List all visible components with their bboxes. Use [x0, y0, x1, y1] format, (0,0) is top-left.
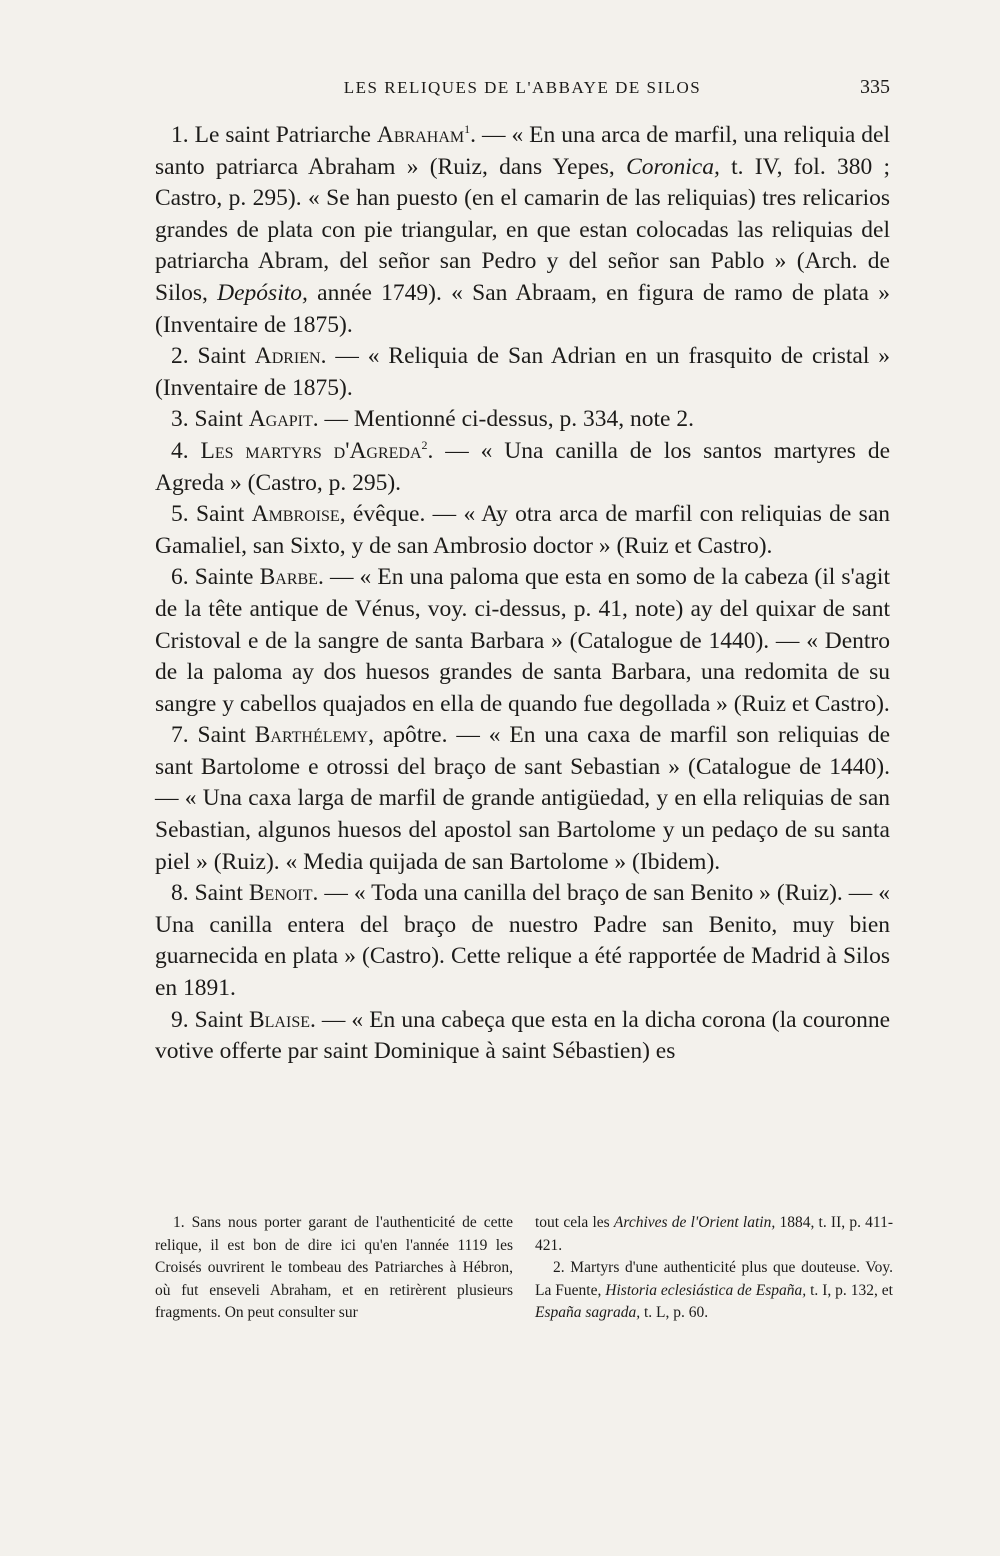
- footnote-title-italic: Archives de l'Orient latin,: [613, 1214, 776, 1231]
- entry-text: , apôtre. — « En una caxa de marfil son reliquias de sant Bartolome e otrossi del braço de sant Sebastian » (Catalogue de 1440). — « Una caxa larga de marfil de grande antigüedad, y en ella reliquias de san Sebastian, algunos huesos del apostol san Bartolome y un pedaço de su santa piel » (Ruiz). « Media quijada de san Bartolome » (Ibidem).: [155, 722, 891, 875]
- entry-number: 2. Saint: [171, 343, 255, 370]
- footnote-ref: 2: [421, 438, 428, 453]
- relic-entry-barthelemy: [155, 720, 890, 878]
- footnotes-right-column: [535, 1212, 893, 1325]
- saint-name: Benoit: [248, 880, 313, 907]
- entry-number: 4.: [171, 437, 201, 464]
- footnote-1-continued: [535, 1212, 893, 1257]
- saint-name: Abraham: [376, 122, 465, 148]
- running-head: [155, 74, 890, 104]
- relic-entry-agapit: [155, 404, 890, 436]
- footnotes-left-column: [155, 1212, 513, 1325]
- running-title: LES RELIQUES DE L'ABBAYE DE SILOS: [343, 78, 702, 97]
- footnote-2: [535, 1257, 893, 1325]
- entry-text: . — « En una arca de marfil, una reliquia del santo patriarca Abraham » (Ruiz, dans Yepes,: [155, 122, 890, 180]
- saint-name: Les martyrs d'Agreda: [200, 437, 422, 464]
- entry-text: année 1749). « San Abraam, en figura de ramo de plata » (Inventaire de 1875).: [155, 279, 890, 338]
- relic-entry-abraham: [155, 120, 890, 341]
- saint-name: Agapit: [248, 406, 313, 433]
- entry-text: . — Mentionné ci-dessus, p. 334, note 2.: [312, 406, 694, 433]
- entry-number: 7. Saint: [171, 722, 255, 749]
- footnote-1: 1. Sans nous porter garant de l'authenticité de cette relique, il est bon de dire ici qu'en l'année 1119 les Croisés ouvrirent le tombeau des Patriarches à Hébron, où fut enseveli Abraham, et en retirèrent plusieurs fragments. On peut consulter sur: [155, 1214, 513, 1322]
- relic-entry-ambroise: [155, 499, 890, 562]
- footnote-text: tout cela les: [535, 1214, 614, 1231]
- footnote-text: 2. Martyrs d'une authenticité plus que douteuse. Voy. La Fuente,: [535, 1259, 893, 1299]
- entry-text: t. IV, fol. 380 ; Castro, p. 295). « Se han puesto (en el camarin de las reliquias) tres relicarios grandes de plata con pie triangular, en que estan colocadas las reliquias del patriarcha Abram, del señor san Pedro y del señor san Pablo » (Arch. de Silos,: [155, 153, 891, 306]
- relic-entry-adrien: [155, 341, 890, 404]
- relic-entry-barbe: [155, 562, 890, 720]
- entry-text: . — « En una paloma que esta en somo de la cabeza (il s'agit de la tête antique de Vénus, voy. ci-dessus, p. 41, note) ay del quixar de sant Cristoval e de la sangre de santa Barbara » (Catalogue de 1440). — « Dentro de la paloma ay dos huesos grandes de santa Barbara, una redomita de su sangre y cabellos quajados en ella de quando fue degollada » (Ruiz et Castro).: [155, 564, 890, 717]
- saint-name: Barbe: [259, 564, 318, 591]
- entry-text: . — « Toda una canilla del braço de san Benito » (Ruiz). — « Una canilla entera del braço de nuestro Padre san Benito, muy bien guarnecida en plata » (Castro). Cette relique a été rapportée de Madrid à Silos en 1891.: [155, 880, 890, 1002]
- footnotes: [155, 1212, 893, 1325]
- saint-name: Barthélemy: [254, 722, 369, 749]
- saint-name: Adrien: [254, 343, 321, 370]
- entry-number: 6. Sainte: [171, 564, 260, 591]
- footnote-text: 1884, t. II, p. 411-421.: [535, 1214, 894, 1254]
- footnote-title-italic: Historia eclesiástica de España,: [605, 1281, 807, 1299]
- body-text: [155, 120, 890, 1068]
- footnote-text: t. I, p. 132, et: [806, 1281, 893, 1299]
- footnote-text: t. L, p. 60.: [640, 1304, 709, 1322]
- relic-entry-agreda: [155, 436, 890, 499]
- entry-title-italic: Coronica,: [626, 153, 720, 180]
- footnote-title-italic: España sagrada,: [535, 1304, 641, 1322]
- entry-text: . — « En una cabeça que esta en la dicha corona (la couronne votive offerte par saint Dominique à saint Sébastien) es: [155, 1006, 891, 1065]
- footnote-ref: 1: [464, 122, 471, 137]
- entry-text: . — « Una canilla de los santos martyres de Agreda » (Castro, p. 295).: [155, 437, 891, 496]
- entry-text: . — « Reliquia de San Adrian en un frasquito de cristal » (Inventaire de 1875).: [155, 343, 891, 401]
- saint-name: Ambroise: [251, 501, 340, 528]
- page-number: 335: [860, 76, 890, 98]
- relic-entry-blaise: [155, 1005, 890, 1068]
- entry-number: 9. Saint: [171, 1006, 249, 1033]
- relic-entry-benoit: [155, 878, 890, 1004]
- saint-name: Blaise: [248, 1006, 310, 1033]
- entry-title-italic: Depósito,: [217, 279, 308, 306]
- entry-number: 8. Saint: [171, 880, 249, 907]
- entry-number: 3. Saint: [171, 406, 249, 433]
- entry-number: 1. Le saint Patriarche: [171, 122, 377, 148]
- entry-number: 5. Saint: [171, 501, 252, 528]
- entry-text: , évêque. — « Ay otra arca de marfil con reliquias de san Gamaliel, san Sixto, y de san Ambrosio doctor » (Ruiz et Castro).: [155, 501, 891, 559]
